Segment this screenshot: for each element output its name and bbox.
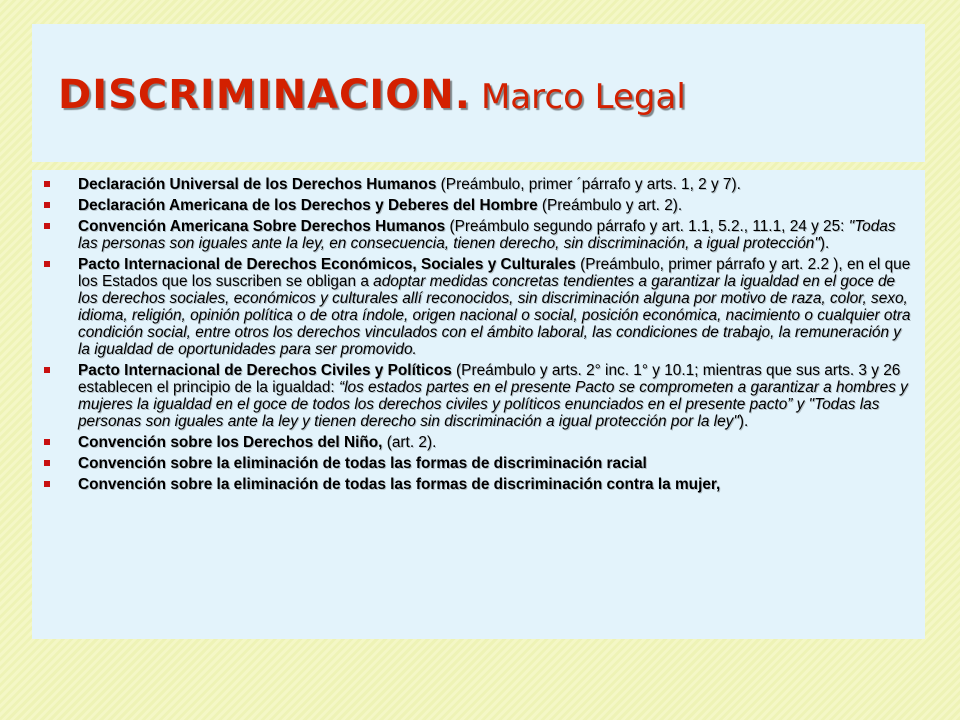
square-bullet-icon [44, 439, 50, 445]
title-subtitle: Marco Legal [480, 77, 686, 117]
square-bullet-icon [44, 481, 50, 487]
square-bullet-icon [44, 223, 50, 229]
legal-framework-list [44, 176, 916, 497]
list-item-declaracion-americana: Declaración Americana de los Derechos y Deberes del Hombre (Preámbulo y art. 2). [44, 197, 916, 214]
square-bullet-icon [44, 367, 50, 373]
list-item-discriminacion-racial: Convención sobre la eliminación de todas las formas de discriminación racial [44, 455, 916, 472]
square-bullet-icon [44, 181, 50, 187]
slide-title [58, 72, 686, 118]
title-main: DISCRIMINACION. [58, 72, 471, 118]
square-bullet-icon [44, 261, 50, 267]
list-item-pacto-dcp: Pacto Internacional de Derechos Civiles y Políticos (Preámbulo y arts. 2° inc. 1° y 10.1; mientras que sus arts. 3 y 26 establecen el principio de la igualdad: “los estados partes en el presente Pacto se comprometen a garantizar a hombres y mujeres la igualdad en el goce de todos los derechos civiles y políticos enunciados en el presente pacto” y "Todas las personas son iguales ante la ley y tienen derecho sin discriminación a igual protección por la ley"). [44, 362, 916, 430]
square-bullet-icon [44, 202, 50, 208]
list-item-pacto-desc: Pacto Internacional de Derechos Económicos, Sociales y Culturales (Preámbulo, primer párrafo y art. 2.2 ), en el que los Estados que los suscriben se obligan a adoptar medidas concretas tendientes a garantizar la igualdad en el goce de los derechos sociales, económicos y culturales allí reconocidos, sin discriminación alguna por motivo de raza, color, sexo, idioma, religión, opinión política o de otra índole, origen nacional o social, posición económica, nacimiento o cualquier otra condición social, entre otros los derechos vinculados con el ámbito laboral, las condiciones de trabajo, la remuneración y la igualdad de oportunidades para ser promovido. [44, 256, 916, 358]
list-item-declaracion-universal: Declaración Universal de los Derechos Humanos (Preámbulo, primer ´párrafo y arts. 1, 2 y 7). [44, 176, 916, 193]
list-item-derechos-nino: Convención sobre los Derechos del Niño, (art. 2). [44, 434, 916, 451]
square-bullet-icon [44, 460, 50, 466]
list-item-convencion-americana: Convención Americana Sobre Derechos Humanos (Preámbulo segundo párrafo y art. 1.1, 5.2., 11.1, 24 y 25: "Todas las personas son iguales ante la ley, en consecuencia, tienen derecho, sin discriminación, a igual protección"). [44, 218, 916, 252]
list-item-discriminacion-mujer: Convención sobre la eliminación de todas las formas de discriminación contra la mujer, [44, 476, 916, 493]
